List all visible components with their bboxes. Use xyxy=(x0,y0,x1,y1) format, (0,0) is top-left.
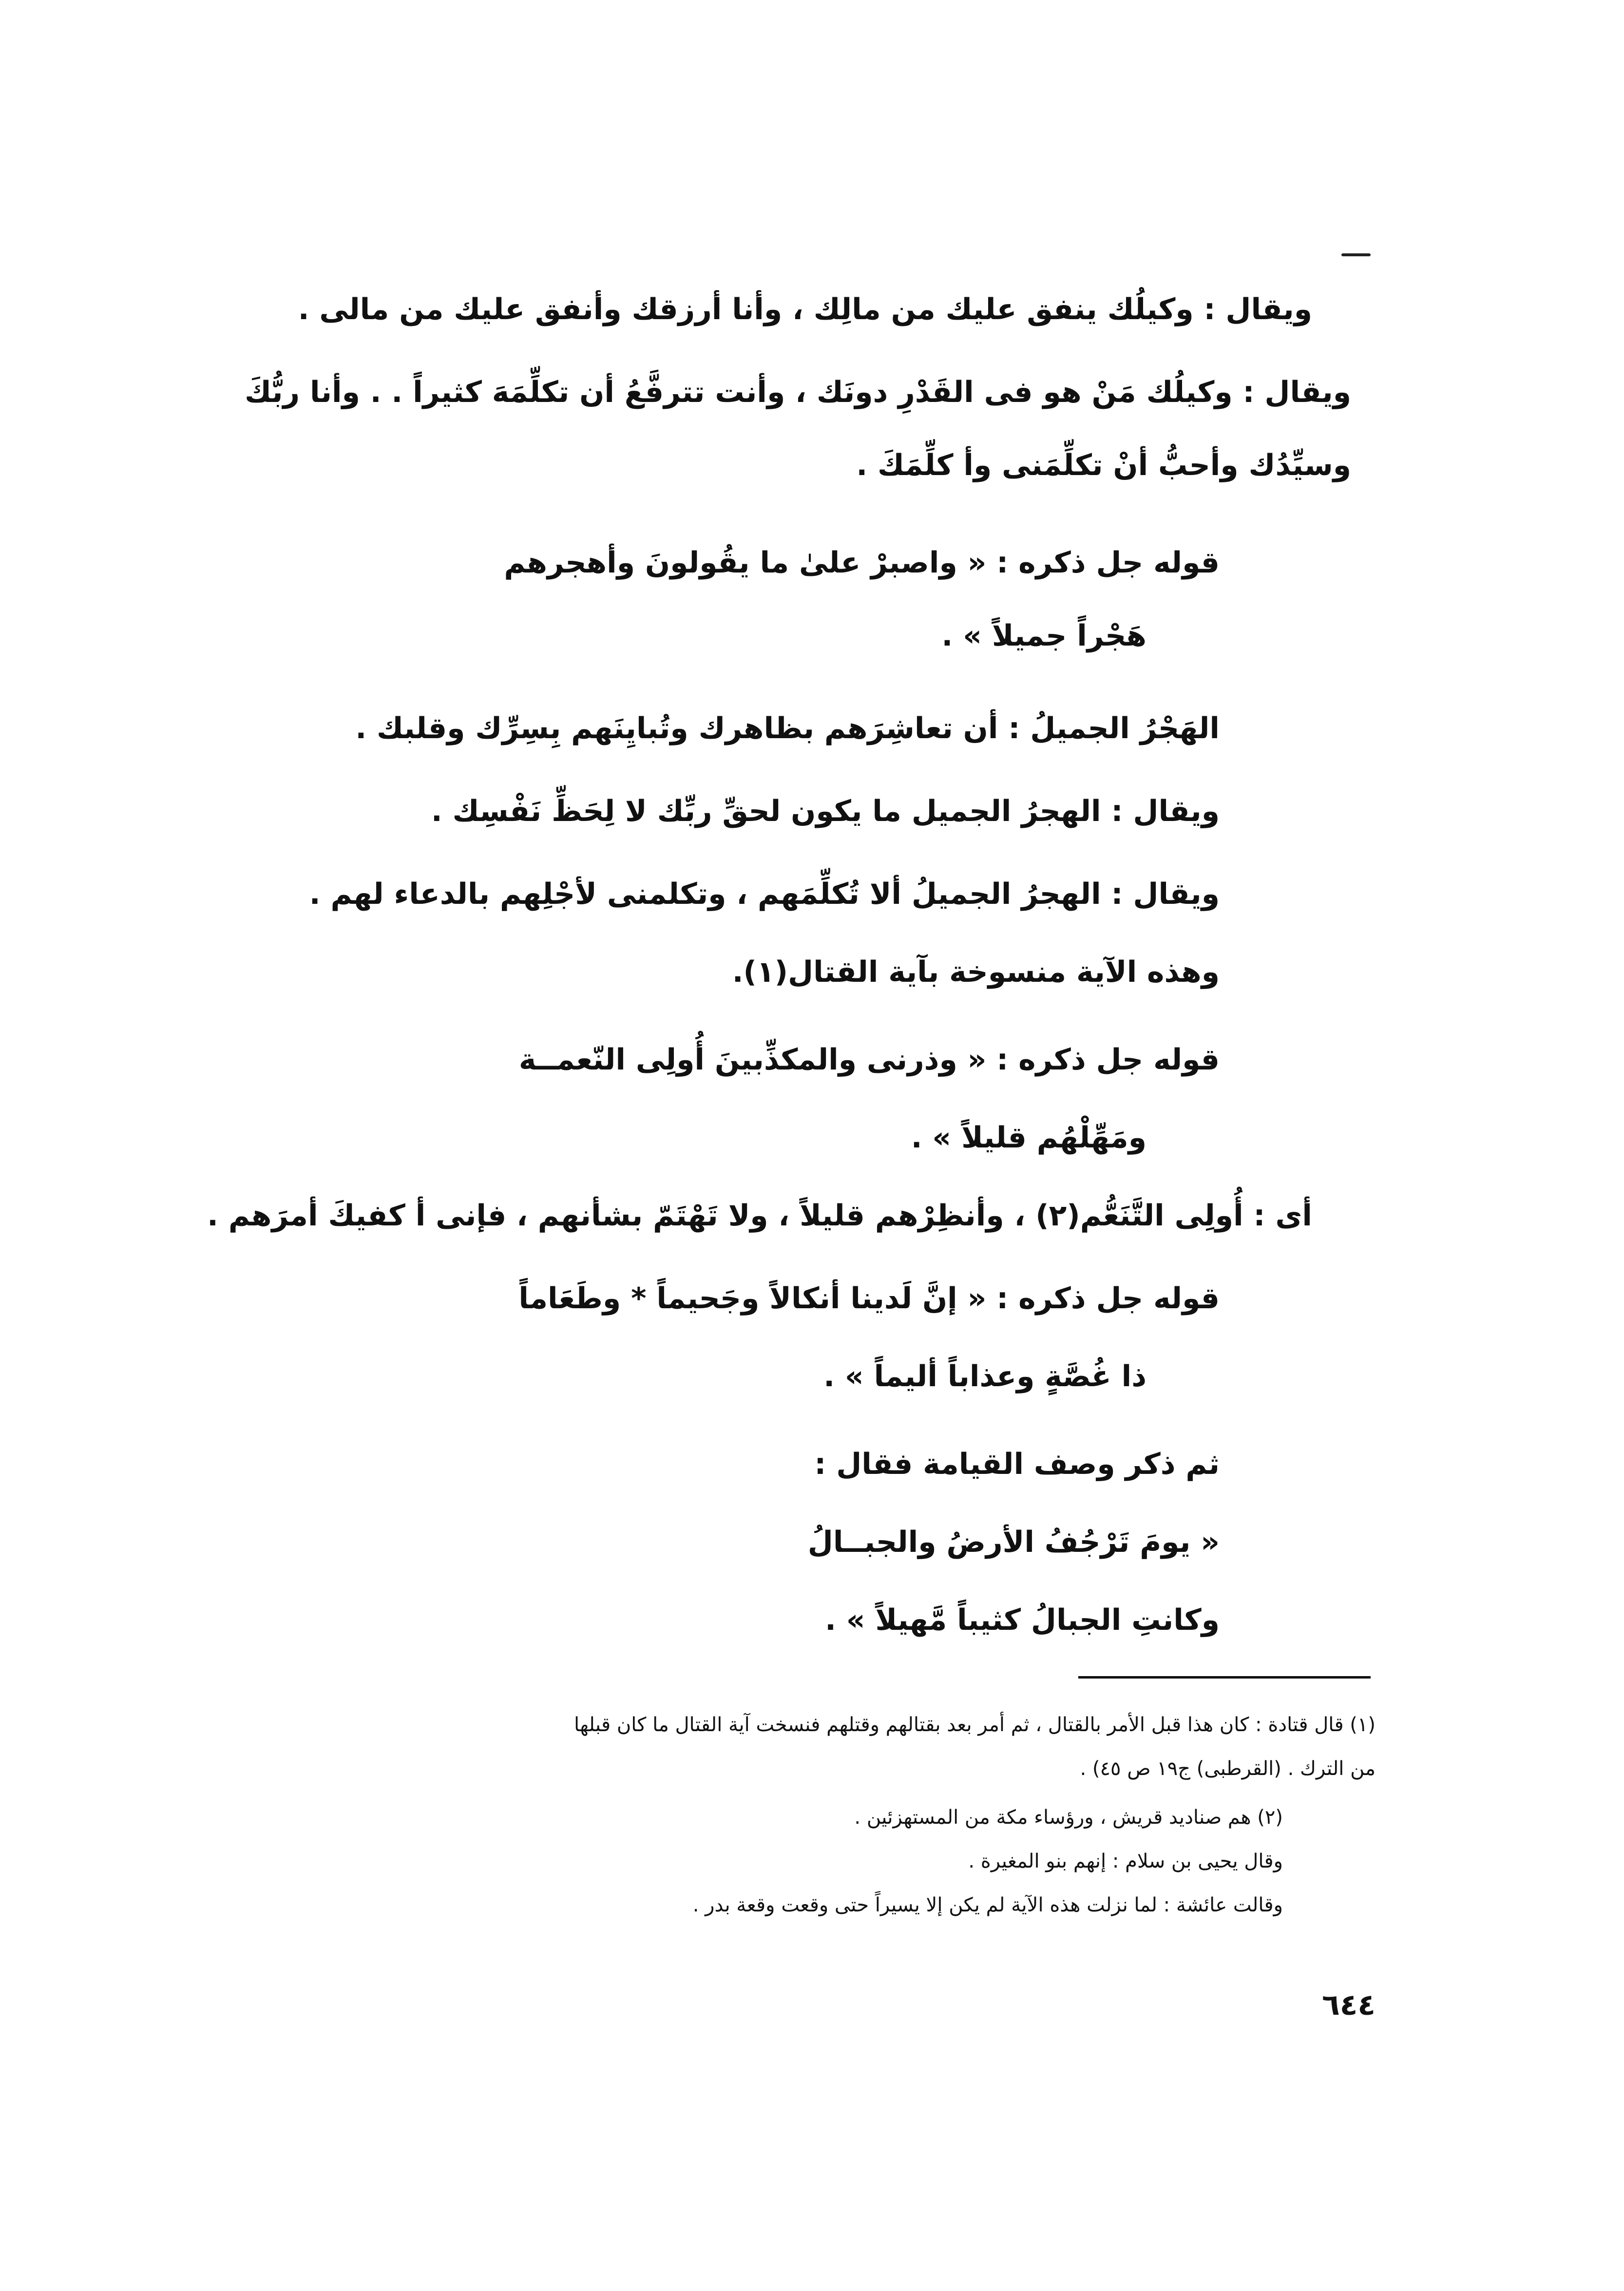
page-number: ٦٤٤ xyxy=(1322,1988,1376,2022)
verse-text: وكانتِ الجبالُ كثيباً مَّهيلاً » . xyxy=(825,1603,1220,1637)
verse-heading: ومَهِّلْهُم قليلاً » . xyxy=(911,1121,1146,1155)
text-line: وهذه الآية منسوخة بآية القتال(١). xyxy=(732,955,1220,989)
text-line: ويقال : الهجرُ الجميلُ ألا تُكلِّمَهم ، وتكلمنى لأجْلِهم بالدعاء لهم . xyxy=(309,877,1220,911)
verse-heading: قوله جل ذكره : « واصبرْ علىٰ ما يقُولونَ وأهجرهم xyxy=(504,546,1220,580)
text-line: الهَجْرُ الجميلُ : أن تعاشِرَهم بظاهرك وتُبايِنَهم بِسِرِّك وقلبك . xyxy=(355,711,1220,745)
verse-heading: ذا غُصَّةٍ وعذاباً أليماً » . xyxy=(823,1359,1146,1394)
text-line: ويقال : الهجرُ الجميل ما يكون لحقِّ ربِّك لا لِحَظِّ نَفْسِك . xyxy=(431,794,1220,828)
footnote-separator xyxy=(1078,1676,1371,1679)
verse-heading: قوله جل ذكره : « وذرنى والمكذِّبينَ أُولِى النّعمــة xyxy=(518,1043,1220,1077)
ink-mark xyxy=(1341,253,1371,256)
verse-heading: قوله جل ذكره : « إنَّ لَدينا أنكالاً وجَحيماً * وطَعَاماً xyxy=(518,1281,1220,1316)
verse-text: « يومَ تَرْجُفُ الأرضُ والجبــالُ xyxy=(807,1525,1220,1559)
text-line: أى : أُولِى التَّنَعُّم(٢) ، وأنظِرْهم قليلاً ، ولا تَهْتَمّ بشأنهم ، فإنى أ كفيكَ أمرَهم . xyxy=(207,1199,1312,1233)
text-line: ثم ذكر وصف القيامة فقال : xyxy=(814,1447,1220,1481)
footnote: (١) قال قتادة : كان هذا قبل الأمر بالقتال ، ثم أمر بعد بقتالهم وقتلهم فنسخت آية القتال ما كان قبلها xyxy=(574,1714,1376,1736)
footnote: وقالت عائشة : لما نزلت هذه الآية لم يكن إلا يسيراً حتى وقعت وقعة بدر . xyxy=(692,1894,1283,1916)
text-line: ويقال : وكيلُك مَنْ هو فى القَدْرِ دونَك ، وأنت تترفَّعُ أن تكلِّمَهَ كثيراً . . وأنا ربُّكَ xyxy=(245,375,1351,409)
footnote: (٢) هم صناديد قريش ، ورؤساء مكة من المستهزئين . xyxy=(854,1806,1283,1829)
footnote: من الترك . (القرطبى) ج١٩ ص ٤٥) . xyxy=(1080,1757,1376,1780)
footnote: وقال يحيى بن سلام : إنهم بنو المغيرة . xyxy=(968,1850,1283,1872)
verse-heading: هَجْراً جميلاً » . xyxy=(941,619,1146,653)
text-line: ويقال : وكيلُك ينفق عليك من مالِك ، وأنا أرزقك وأنفق عليك من مالى . xyxy=(298,292,1312,326)
text-line: وسيِّدُك وأحبُّ أنْ تكلِّمَنى وأ كلِّمَكَ . xyxy=(856,448,1351,482)
